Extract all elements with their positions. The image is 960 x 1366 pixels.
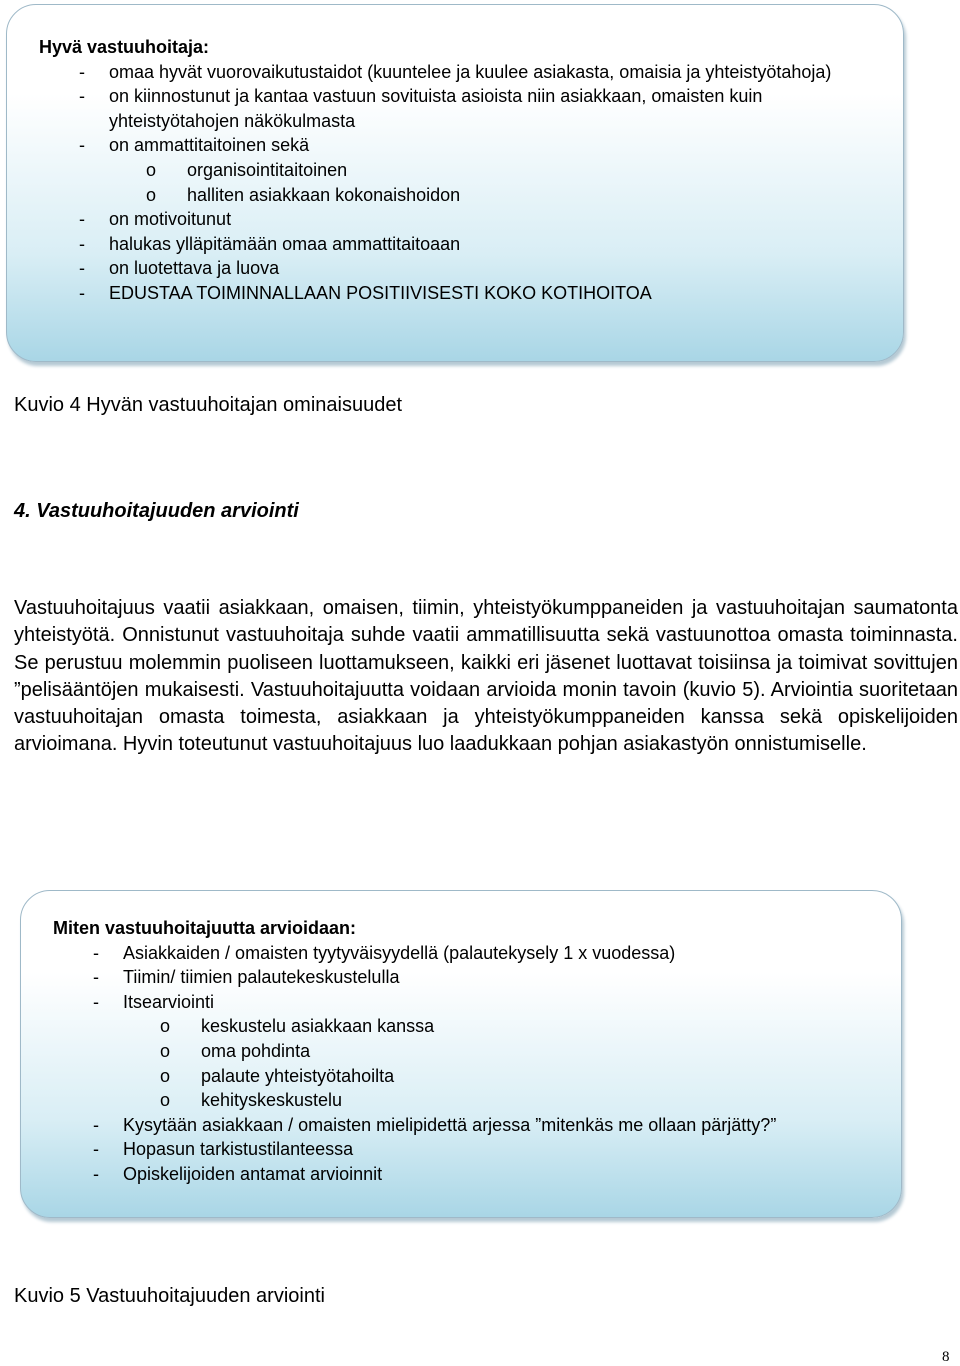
list-item-text: keskustelu asiakkaan kanssa — [201, 1016, 435, 1037]
list-item-text: on luotettava ja luova — [109, 258, 280, 279]
dash-marker: - — [93, 991, 99, 1012]
list-item-text: EDUSTAA TOIMINNALLAAN POSITIIVISESTI KOKO KOTIHOITOA — [109, 282, 652, 303]
list-item-text: Tiimin/ tiimien palautekeskustelulla — [123, 967, 400, 988]
figure-4-list — [39, 60, 869, 306]
list-item — [39, 183, 869, 208]
bullet-marker: o — [160, 1040, 171, 1061]
bullet-marker: o — [160, 1090, 171, 1111]
dash-marker: - — [79, 135, 85, 156]
list-item — [39, 232, 869, 257]
list-item — [53, 1088, 873, 1113]
figure-5-list — [53, 941, 873, 1187]
list-item — [53, 941, 873, 966]
dash-marker: - — [79, 86, 85, 107]
figure-4-box — [6, 4, 904, 362]
list-item — [53, 965, 873, 990]
list-item-text: on ammattitaitoinen sekä — [109, 135, 310, 156]
list-item — [39, 60, 869, 85]
dash-marker: - — [93, 1139, 99, 1160]
figure-5-box — [20, 890, 902, 1218]
list-item-text: Asiakkaiden / omaisten tyytyväisyydellä (palautekysely 1 x vuodessa) — [123, 942, 676, 963]
figure-4-title: Hyvä vastuuhoitaja: — [39, 37, 210, 57]
figure-4-content — [39, 35, 869, 306]
dash-marker: - — [93, 942, 99, 963]
list-item — [53, 1039, 873, 1064]
dash-marker: - — [93, 967, 99, 988]
figure-5-content — [53, 916, 873, 1187]
list-item — [39, 133, 869, 158]
figure-5-caption: Kuvio 5 Vastuuhoitajuuden arviointi — [14, 1285, 325, 1307]
bullet-marker: o — [160, 1016, 171, 1037]
dash-marker: - — [93, 1163, 99, 1184]
list-item-text: halukas ylläpitämään omaa ammattitaitoaan — [109, 233, 461, 254]
list-item — [53, 1014, 873, 1039]
list-item-text: Itsearviointi — [123, 991, 215, 1012]
list-item — [39, 256, 869, 281]
list-item-text: on kiinnostunut ja kantaa vastuun sovituista asioista niin asiakkaan, omaisten kuin yhteistyötahojen näkökulmasta — [109, 86, 763, 131]
list-item — [53, 990, 873, 1015]
dash-marker: - — [79, 282, 85, 303]
body-paragraph: Vastuuhoitajuus vaatii asiakkaan, omaisen, tiimin, yhteistyökumppaneiden ja vastuuhoitajan saumatonta yhteistyötä. Onnistunut vastuuhoitaja suhde vaatii ammatillisuutta sekä vastuunottoa omasta toiminnasta. Se perustuu molemmin puoliseen luottamukseen, kaikki eri jäsenet luottavat toisiinsa ja toimivat sovittujen ”pelisääntöjen mukaisesti. Vastuuhoitajuutta voidaan arvioida monin tavoin (kuvio 5). Arviointia suoritetaan vastuuhoitajan omasta toimesta, asiakkaan ja yhteistyökumppaneiden kanssa sekä opiskelijoiden arvioimana. Hyvin toteutunut vastuuhoitajuus luo laadukkaan pohjan asiakastyön onnistumiselle. — [14, 597, 958, 756]
list-item-text: Kysytään asiakkaan / omaisten mielipidettä arjessa ”mitenkäs me ollaan pärjätty?” — [123, 1114, 777, 1135]
list-item-text: Hopasun tarkistustilanteessa — [123, 1139, 354, 1160]
bullet-marker: o — [160, 1065, 171, 1086]
list-item — [53, 1064, 873, 1089]
list-item — [39, 84, 869, 133]
list-item-text: palaute yhteistyötahoilta — [201, 1065, 395, 1086]
page-number: 8 — [942, 1349, 950, 1365]
dash-marker: - — [93, 1114, 99, 1135]
dash-marker: - — [79, 258, 85, 279]
list-item — [39, 207, 869, 232]
list-item-text: Opiskelijoiden antamat arvioinnit — [123, 1163, 383, 1184]
list-item-text: kehityskeskustelu — [201, 1090, 343, 1111]
list-item — [53, 1137, 873, 1162]
list-item-text: omaa hyvät vuorovaikutustaidot (kuuntelee ja kuulee asiakasta, omaisia ja yhteistyötahoja) — [109, 61, 832, 82]
list-item-text: on motivoitunut — [109, 209, 232, 230]
list-item-text: halliten asiakkaan kokonaishoidon — [187, 184, 461, 205]
figure-4-caption: Kuvio 4 Hyvän vastuuhoitajan ominaisuudet — [14, 394, 403, 416]
list-item-text: oma pohdinta — [201, 1040, 311, 1061]
bullet-marker: o — [146, 159, 157, 180]
list-item — [39, 158, 869, 183]
bullet-marker: o — [146, 184, 157, 205]
list-item — [39, 281, 869, 306]
list-item — [53, 1113, 873, 1138]
dash-marker: - — [79, 209, 85, 230]
list-item-text: organisointitaitoinen — [187, 159, 348, 180]
figure-5-title: Miten vastuuhoitajuutta arvioidaan: — [53, 918, 357, 938]
dash-marker: - — [79, 61, 85, 82]
dash-marker: - — [79, 233, 85, 254]
list-item — [53, 1162, 873, 1187]
section-heading: 4. Vastuuhoitajuuden arviointi — [14, 500, 299, 522]
